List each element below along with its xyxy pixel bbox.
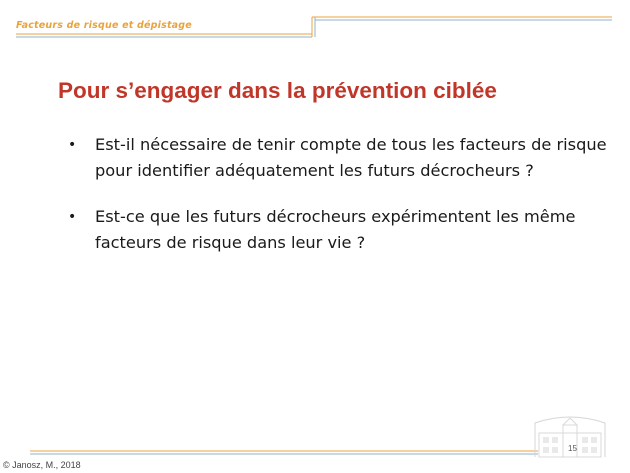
copyright-text: © Janosz, M., 2018 <box>3 460 81 470</box>
bullet-text: Est-il nécessaire de tenir compte de tous les facteurs de risque pour identifier adéquatement les futurs décrocheurs ? <box>95 135 607 180</box>
slide-title: Pour s’engager dans la prévention ciblée <box>58 78 497 103</box>
bullet-icon: • <box>68 137 77 153</box>
section-title: Facteurs de risque et dépistage <box>16 20 192 31</box>
bullet-list <box>68 132 608 256</box>
bullet-item <box>68 204 608 256</box>
page-number: 15 <box>568 444 577 453</box>
bullet-text: Est-ce que les futurs décrocheurs expérimentent les même facteurs de risque dans leur vie ? <box>95 207 576 252</box>
bullet-icon: • <box>68 209 77 225</box>
bullet-item <box>68 132 608 184</box>
